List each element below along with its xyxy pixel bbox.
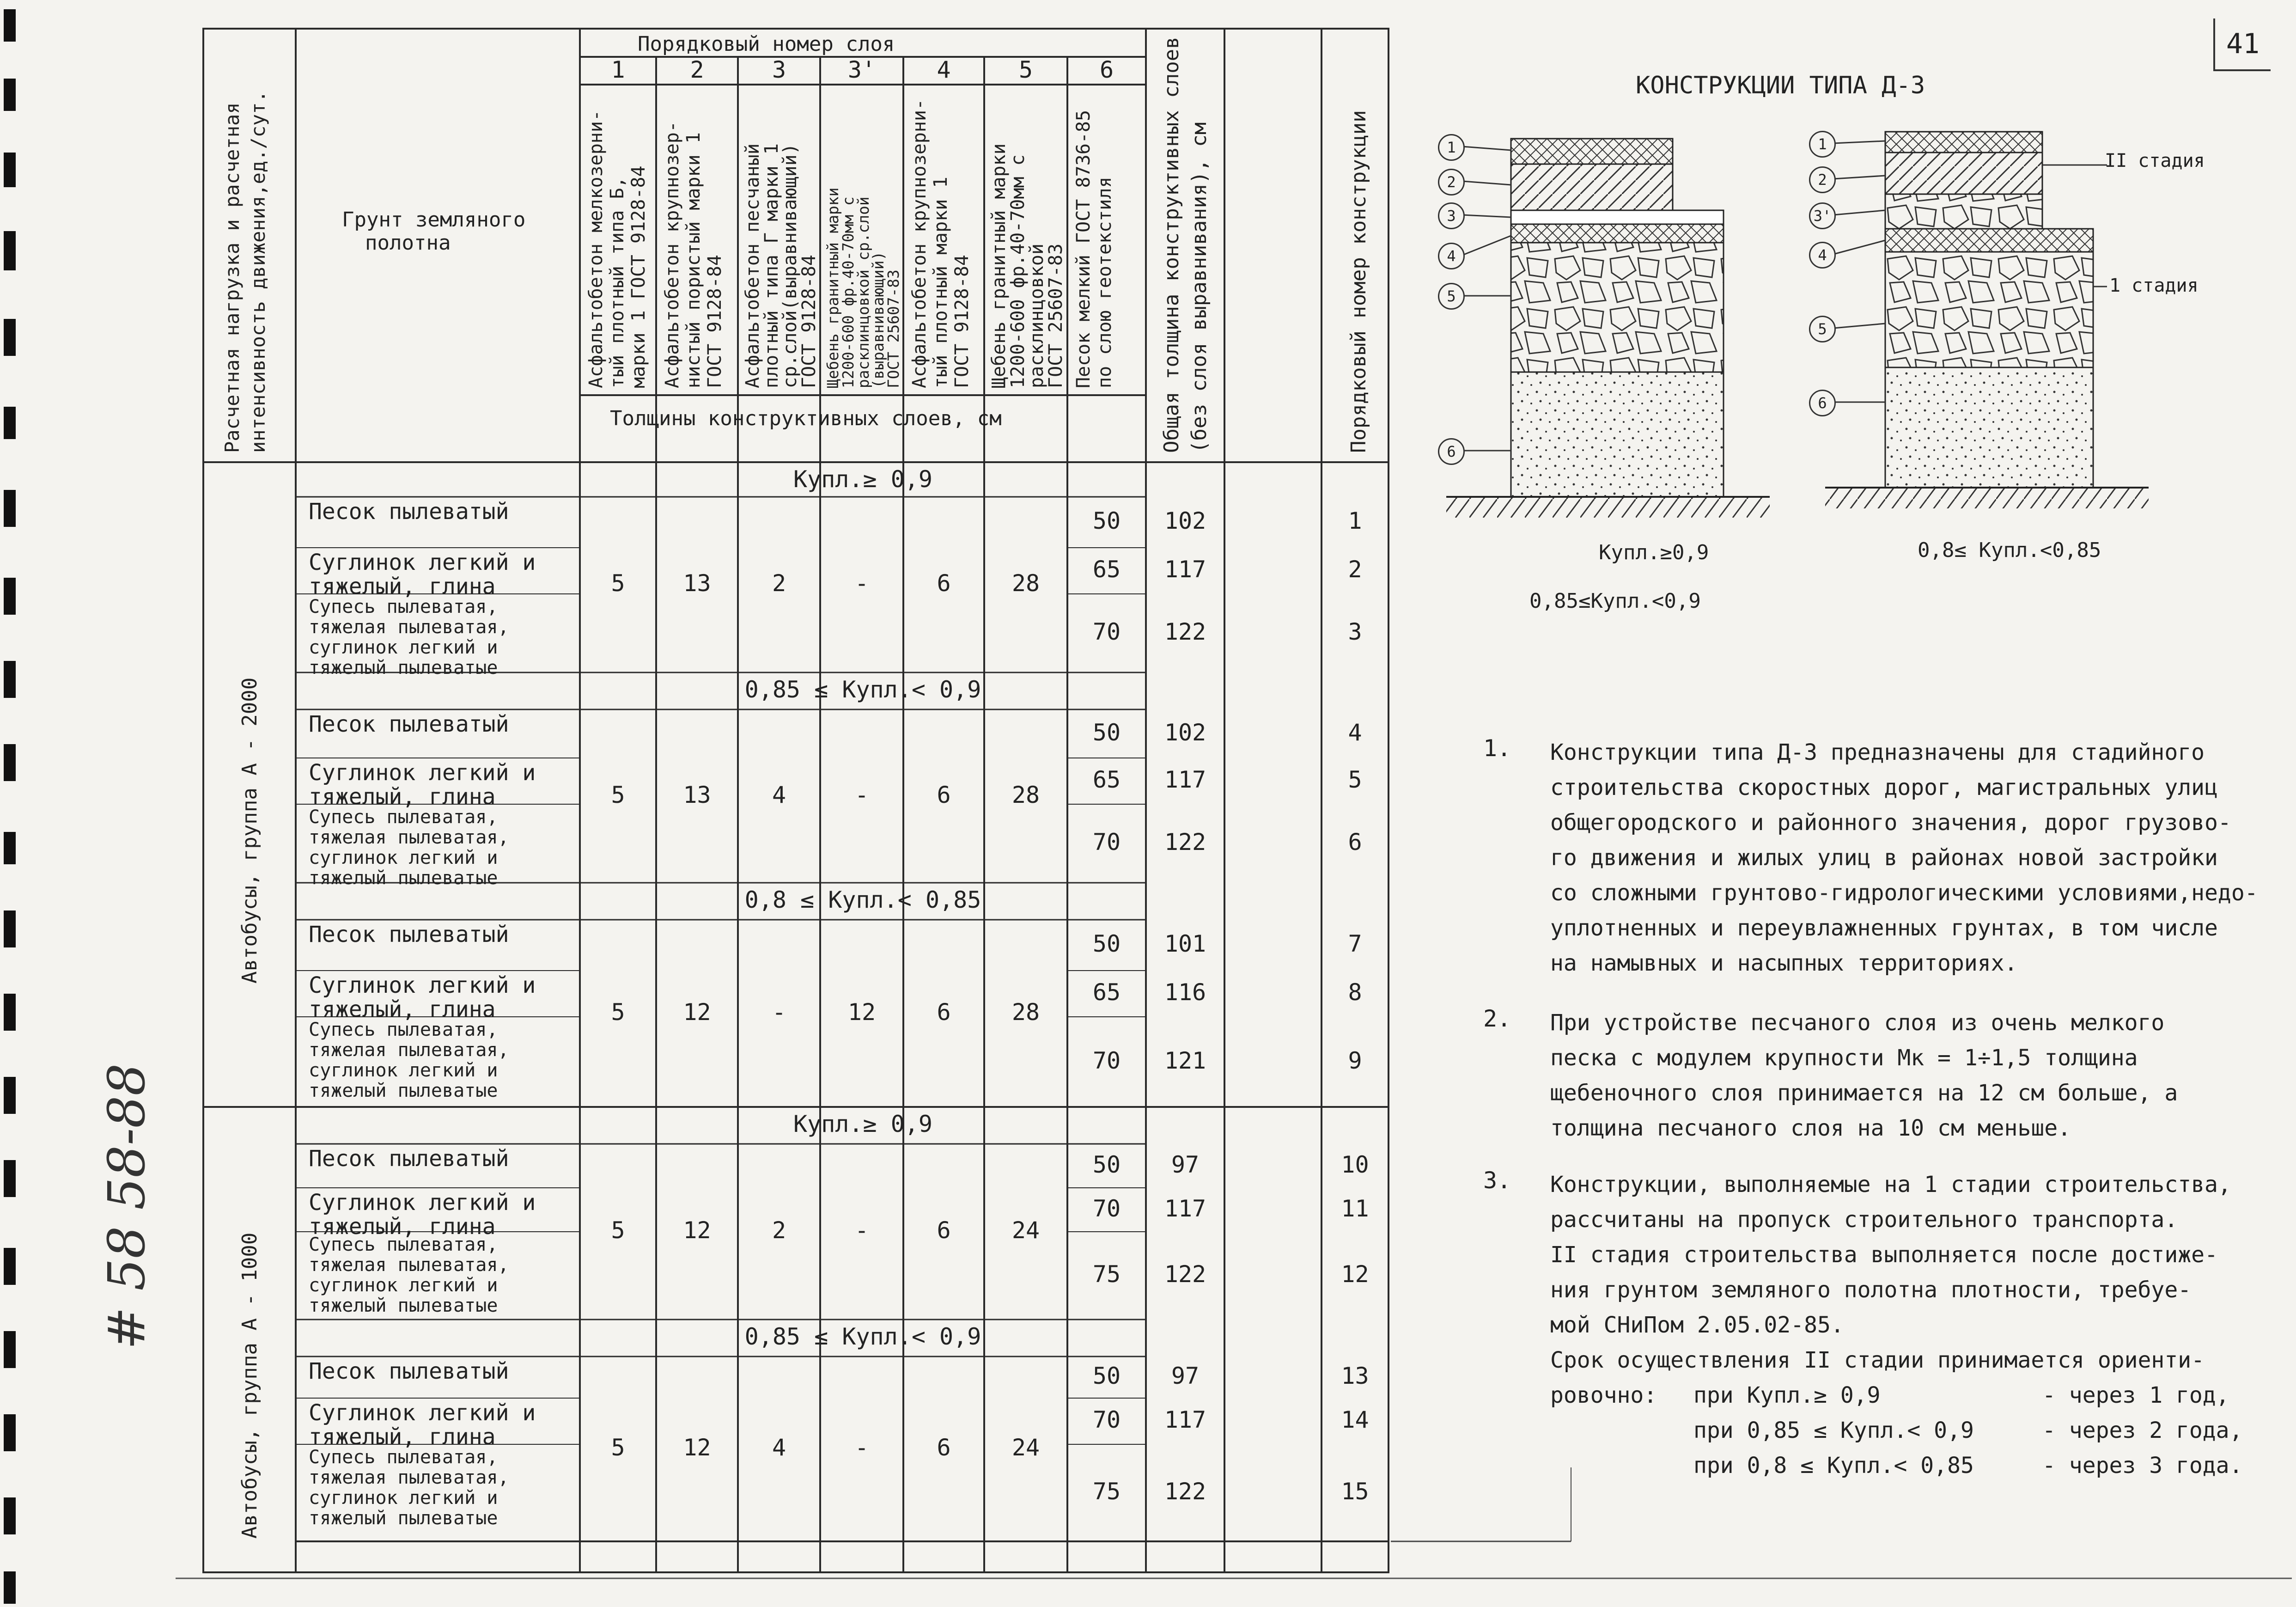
layer-material-label: 1200-600 фр.40-70мм с xyxy=(839,196,857,388)
note-line: уплотненных и переувлажненных грунтах, в том числе xyxy=(1550,915,2218,941)
sand-thickness-cell: 70 xyxy=(1092,618,1121,645)
construction-number-cell: 10 xyxy=(1341,1151,1369,1178)
soil-type: Песок пылеватый xyxy=(309,499,509,525)
layer-number: 3 xyxy=(772,56,786,83)
layer-number: 6 xyxy=(1099,56,1114,83)
layer-number: 3' xyxy=(847,56,876,83)
construction-number-cell: 8 xyxy=(1348,979,1362,1006)
layer-thickness-cell: - xyxy=(854,570,869,597)
sand-thickness-cell: 70 xyxy=(1092,1047,1121,1074)
note-number: 3. xyxy=(1483,1167,1511,1194)
layer-material-label: нистый пористый марки 1 xyxy=(683,132,704,388)
layer-thickness-cell: - xyxy=(772,998,786,1026)
layer-thickness-cell: 5 xyxy=(611,781,625,808)
layer-thickness-cell: 5 xyxy=(611,1217,625,1244)
note-line: толщина песчаного слоя на 10 см меньше. xyxy=(1550,1115,2071,1141)
layer-thickness-cell: 12 xyxy=(683,998,711,1026)
schedule-condition: при 0,8 ≤ Купл.< 0,85 xyxy=(1693,1453,1974,1479)
total-thickness-cell: 117 xyxy=(1164,556,1206,583)
note-line: При устройстве песчаного слоя из очень мелкого xyxy=(1550,1010,2165,1036)
layer-marker: 6 xyxy=(1438,438,1465,465)
section-condition: Купл.≥ 0,9 xyxy=(793,466,933,493)
layer-marker: 5 xyxy=(1438,283,1465,310)
layer-thickness-cell: 5 xyxy=(611,570,625,597)
note-line: Конструкции типа Д-3 предназначены для стадийного xyxy=(1550,739,2205,765)
soil-type: Песок пылеватый xyxy=(309,1146,509,1172)
layer-number: 2 xyxy=(690,56,704,83)
page-number: 41 xyxy=(2213,18,2271,71)
sand-thickness-cell: 70 xyxy=(1092,1195,1121,1222)
note-line: со сложными грунтово-гидрологическими условиями,недо- xyxy=(1550,880,2258,906)
section-condition: Купл.≥ 0,9 xyxy=(793,1111,933,1137)
layer-material-label: плотный типа Г марки 1 xyxy=(761,143,782,388)
note-line: песка с модулем крупности Мк = 1÷1,5 толщина xyxy=(1550,1045,2138,1071)
layer-material-label: расклинцовкой xyxy=(1026,243,1048,388)
layer-material-label: Асфальтобетон песчаный xyxy=(742,143,763,388)
construction-number-cell: 1 xyxy=(1348,507,1362,534)
note-line: на намывных и насыпных территориях. xyxy=(1550,950,2018,976)
layer-material-label: ср.слой(выравнивающий) xyxy=(780,143,801,388)
total-thickness-cell: 121 xyxy=(1164,1047,1206,1074)
layer-thickness-cell: 24 xyxy=(1011,1434,1040,1461)
layer-thickness-cell: 28 xyxy=(1011,998,1040,1026)
layer-thickness-cell: - xyxy=(854,781,869,808)
header-layer-order: Порядковый номер слоя xyxy=(638,32,895,56)
layer-material-label: Асфальтобетон мелкозерни- xyxy=(585,110,607,388)
schedule-lead: ровочно: xyxy=(1550,1382,1657,1408)
layer-material-label: Асфальтобетон крупнозер- xyxy=(662,121,683,388)
layer-thickness-cell: 4 xyxy=(772,781,786,808)
thickness-label: Толщины конструктивных слоев, см xyxy=(610,407,1002,430)
total-thickness-cell: 102 xyxy=(1164,507,1206,534)
header-soil-label-2: полотна xyxy=(365,231,451,255)
sand-thickness-cell: 50 xyxy=(1092,930,1121,957)
sand-thickness-cell: 70 xyxy=(1092,1406,1121,1433)
soil-type: Суглинок легкий и тяжелый, глина xyxy=(309,1190,536,1240)
soil-type: Песок пылеватый xyxy=(309,711,509,737)
layer-marker: 2 xyxy=(1438,169,1465,196)
soil-type: Супесь пылеватая, тяжелая пылеватая, суглинок легкий и тяжелый пылеватые xyxy=(309,1447,509,1529)
section-condition: 0,85 ≤ Купл.< 0,9 xyxy=(744,1323,981,1350)
layer-thickness-cell: 13 xyxy=(683,570,711,597)
total-thickness-label: Общая толщина конструктивных слоев xyxy=(1160,37,1183,453)
layer-material-label: Асфальтобетон крупнозерни- xyxy=(909,98,930,388)
soil-type: Супесь пылеватая, тяжелая пылеватая, суглинок легкий и тяжелый пылеватые xyxy=(309,1019,509,1101)
total-thickness-cell: 122 xyxy=(1164,1261,1206,1288)
construction-number-label: Порядковый номер конструкции xyxy=(1347,110,1370,453)
sand-thickness-cell: 50 xyxy=(1092,719,1121,746)
layer-marker: 3 xyxy=(1438,202,1465,229)
section-condition: 0,85 ≤ Купл.< 0,9 xyxy=(744,676,981,703)
layer-thickness-cell: 6 xyxy=(937,1217,951,1244)
soil-type: Песок пылеватый xyxy=(309,1358,509,1384)
schedule-term: - через 2 года, xyxy=(2042,1418,2243,1443)
right-caption: 0,8≤ Купл.<0,85 xyxy=(1918,538,2101,562)
note-line: го движения и жилых улиц в районах новой застройки xyxy=(1550,845,2218,871)
construction-number-cell: 12 xyxy=(1341,1261,1369,1288)
construction-number-cell: 2 xyxy=(1348,556,1362,583)
soil-type: Суглинок легкий и тяжелый, глина xyxy=(309,1400,536,1450)
layer-material-label: ГОСТ 9128-84 xyxy=(951,255,973,388)
construction-number-cell: 9 xyxy=(1348,1047,1362,1074)
note-number: 2. xyxy=(1483,1005,1511,1032)
construction-number-cell: 7 xyxy=(1348,930,1362,957)
note-line: мой СНиПом 2.05.02-85. xyxy=(1550,1312,1844,1338)
layer-number: 5 xyxy=(1018,56,1033,83)
construction-number-cell: 15 xyxy=(1341,1478,1369,1505)
total-thickness-cell: 97 xyxy=(1171,1151,1200,1178)
soil-type: Песок пылеватый xyxy=(309,922,509,947)
layer-material-label: по слою геотекстиля xyxy=(1094,177,1115,388)
construction-number-cell: 13 xyxy=(1341,1363,1369,1389)
total-thickness-cell: 97 xyxy=(1171,1363,1200,1389)
schedule-term: - через 1 год, xyxy=(2042,1382,2229,1408)
soil-type: Супесь пылеватая, тяжелая пылеватая, суглинок легкий и тяжелый пылеватые xyxy=(309,596,509,678)
layer-material-label: Щебень гранитный марки xyxy=(988,143,1010,388)
layer-thickness-cell: - xyxy=(854,1217,869,1244)
total-thickness-cell: 122 xyxy=(1164,829,1206,855)
header-load-label: Расчетная нагрузка и расчетная интенсивность движения,ед./сут. xyxy=(221,91,269,453)
construction-number-cell: 6 xyxy=(1348,829,1362,855)
layer-thickness-cell: 2 xyxy=(772,1217,786,1244)
soil-type: Суглинок легкий и тяжелый, глина xyxy=(309,972,536,1022)
note-line: щебеночного слоя принимается на 12 см больше, а xyxy=(1550,1080,2178,1106)
layer-material-label: тый плотный типа Б, xyxy=(607,177,628,388)
left-caption-2: 0,85≤Купл.<0,9 xyxy=(1529,589,1701,613)
layer-material-label: Песок мелкий ГОСТ 8736-85 xyxy=(1073,110,1094,388)
construction-number-cell: 5 xyxy=(1348,766,1362,793)
layer-thickness-cell: 28 xyxy=(1011,781,1040,808)
construction-number-cell: 14 xyxy=(1341,1406,1369,1433)
sand-thickness-cell: 65 xyxy=(1092,979,1121,1006)
stage-1-label: 1 стадия xyxy=(2109,275,2199,296)
note-line: II стадия строительства выполняется после достиже- xyxy=(1550,1242,2218,1268)
total-thickness-label-2: (без слоя выравнивания), см xyxy=(1188,122,1211,453)
layer-material-label: ГОСТ 9128-84 xyxy=(798,255,820,388)
layer-thickness-cell: - xyxy=(854,1434,869,1461)
layer-thickness-cell: 28 xyxy=(1011,570,1040,597)
layer-thickness-cell: 6 xyxy=(937,570,951,597)
layer-marker: 1 xyxy=(1809,131,1836,158)
layer-marker: 3' xyxy=(1809,202,1836,229)
total-thickness-cell: 102 xyxy=(1164,719,1206,746)
layer-thickness-cell: 24 xyxy=(1011,1217,1040,1244)
sand-thickness-cell: 50 xyxy=(1092,507,1121,534)
construction-number-cell: 4 xyxy=(1348,719,1362,746)
layer-material-label: Щебень гранитный марки xyxy=(824,187,842,388)
schedule-condition: при 0,85 ≤ Купл.< 0,9 xyxy=(1693,1418,1974,1443)
layer-thickness-cell: 12 xyxy=(847,998,876,1026)
schedule-term: - через 3 года. xyxy=(2042,1453,2243,1479)
section-condition: 0,8 ≤ Купл.< 0,85 xyxy=(744,886,981,913)
layer-marker: 5 xyxy=(1809,316,1836,342)
sand-thickness-cell: 50 xyxy=(1092,1363,1121,1389)
layer-material-label: тый плотный марки 1 xyxy=(930,177,951,388)
total-thickness-cell: 122 xyxy=(1164,1478,1206,1505)
soil-type: Супесь пылеватая, тяжелая пылеватая, суглинок легкий и тяжелый пылеватые xyxy=(309,807,509,889)
soil-type: Суглинок легкий и тяжелый, глина xyxy=(309,760,536,810)
layer-material-label: (выравнивающий) xyxy=(870,251,888,388)
layer-material-label: марки 1 ГОСТ 9128-84 xyxy=(628,165,649,388)
group-load-label: Автобусы, группа А - 2000 xyxy=(238,677,262,984)
left-caption-1: Купл.≥0,9 xyxy=(1599,541,1709,564)
group-load-label: Автобусы, группа А - 1000 xyxy=(238,1232,262,1539)
diagram-title: КОНСТРУКЦИИ ТИПА Д-3 xyxy=(1636,72,1925,99)
layer-material-label: расклинцовкой ср.слой xyxy=(854,196,872,388)
layer-thickness-cell: 4 xyxy=(772,1434,786,1461)
sand-thickness-cell: 65 xyxy=(1092,556,1121,583)
layer-material-label: ГОСТ 25607-83 xyxy=(1045,243,1066,388)
soil-type: Суглинок легкий и тяжелый, глина xyxy=(309,550,536,599)
construction-number-cell: 3 xyxy=(1348,618,1362,645)
layer-thickness-cell: 5 xyxy=(611,1434,625,1461)
sand-thickness-cell: 50 xyxy=(1092,1151,1121,1178)
layer-thickness-cell: 6 xyxy=(937,1434,951,1461)
note-number: 1. xyxy=(1483,735,1511,762)
total-thickness-cell: 117 xyxy=(1164,1406,1206,1433)
layer-thickness-cell: 2 xyxy=(772,570,786,597)
layer-marker: 2 xyxy=(1809,166,1836,193)
note-line: рассчитаны на пропуск строительного транспорта. xyxy=(1550,1207,2178,1233)
layer-thickness-cell: 6 xyxy=(937,998,951,1026)
layer-material-label: ГОСТ 9128-84 xyxy=(704,255,725,388)
total-thickness-cell: 101 xyxy=(1164,930,1206,957)
sand-thickness-cell: 70 xyxy=(1092,829,1121,855)
layer-thickness-cell: 13 xyxy=(683,781,711,808)
stage-2-label: II стадия xyxy=(2105,150,2205,171)
layer-number: 1 xyxy=(611,56,625,83)
handwritten-archive-number: # 58 58-88 xyxy=(97,1063,156,1350)
construction-number-cell: 11 xyxy=(1341,1195,1369,1222)
header-soil-label: Грунт земляного xyxy=(342,208,526,232)
layer-number: 4 xyxy=(937,56,951,83)
layer-thickness-cell: 12 xyxy=(683,1217,711,1244)
layer-marker: 4 xyxy=(1438,243,1465,269)
note-line: строительства скоростных дорог, магистральных улиц xyxy=(1550,775,2218,800)
layer-thickness-cell: 12 xyxy=(683,1434,711,1461)
note-line: ния грунтом земляного полотна плотности, требуе- xyxy=(1550,1277,2192,1303)
schedule-condition: при Купл.≥ 0,9 xyxy=(1693,1382,1881,1408)
layer-marker: 1 xyxy=(1438,134,1465,161)
layer-marker: 6 xyxy=(1809,390,1836,416)
note-line: Срок осуществления II стадии принимается ориенти- xyxy=(1550,1347,2205,1373)
total-thickness-cell: 116 xyxy=(1164,979,1206,1006)
total-thickness-cell: 122 xyxy=(1164,618,1206,645)
sand-thickness-cell: 75 xyxy=(1092,1478,1121,1505)
soil-type: Супесь пылеватая, тяжелая пылеватая, суглинок легкий и тяжелый пылеватые xyxy=(309,1234,509,1316)
layer-material-label: ГОСТ 25607-83 xyxy=(885,269,903,388)
total-thickness-cell: 117 xyxy=(1164,1195,1206,1222)
total-thickness-cell: 117 xyxy=(1164,766,1206,793)
note-line: Конструкции, выполняемые на 1 стадии строительства, xyxy=(1550,1172,2231,1198)
layer-thickness-cell: 6 xyxy=(937,781,951,808)
sand-thickness-cell: 65 xyxy=(1092,766,1121,793)
layer-material-label: 1200-600 фр.40-70мм с xyxy=(1007,154,1029,388)
layer-marker: 4 xyxy=(1809,242,1836,269)
note-line: общегородского и районного значения, дорог грузово- xyxy=(1550,810,2231,836)
sand-thickness-cell: 75 xyxy=(1092,1261,1121,1288)
layer-thickness-cell: 5 xyxy=(611,998,625,1026)
